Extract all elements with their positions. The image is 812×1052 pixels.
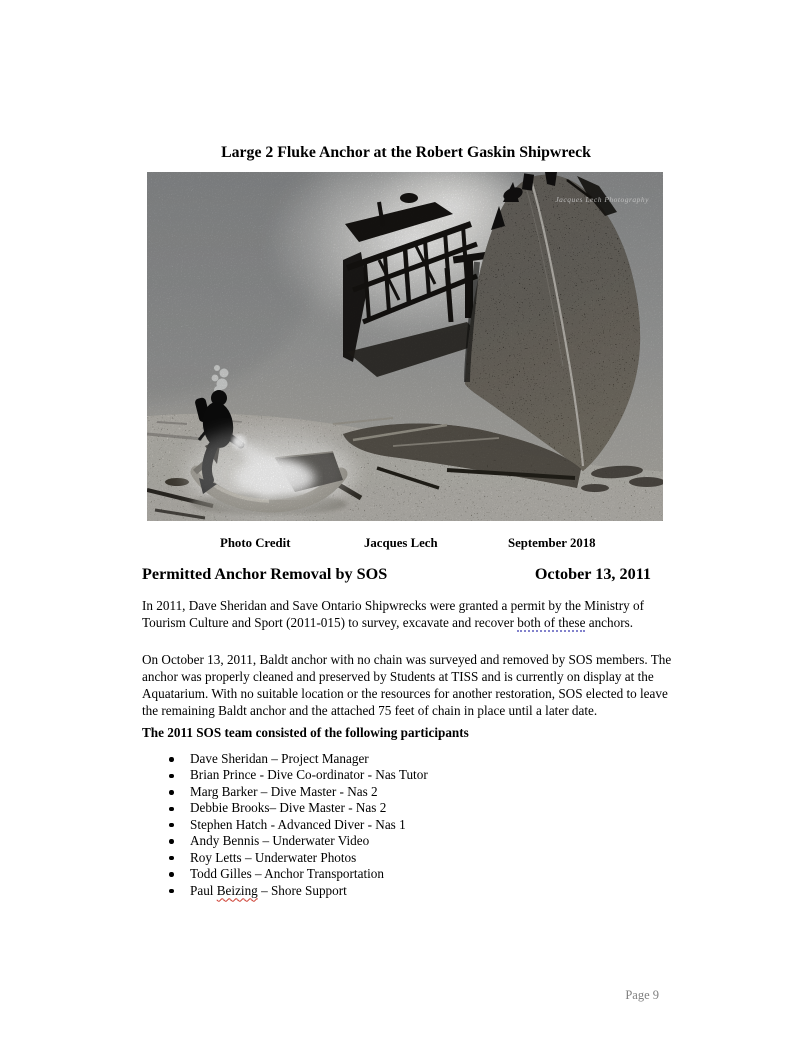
team-member-item: Debbie Brooks– Dive Master - Nas 2 — [142, 800, 673, 816]
team-heading: The 2011 SOS team consisted of the following participants — [142, 725, 469, 740]
paragraph-permit-text-end: anchors. — [585, 615, 634, 630]
page-number: Page 9 — [625, 988, 659, 1002]
team-member-item: Roy Letts – Underwater Photos — [142, 850, 673, 866]
shipwreck-photo — [147, 172, 663, 521]
team-member-item: Todd Gilles – Anchor Transportation — [142, 866, 673, 882]
team-member-item: Paul Beizing – Shore Support — [142, 883, 673, 899]
paragraph-permit — [142, 597, 673, 631]
section-date: October 13, 2011 — [534, 565, 651, 583]
section-heading: Permitted Anchor Removal by SOS — [142, 565, 388, 583]
team-member-item: Andy Bennis – Underwater Video — [142, 833, 673, 849]
team-member-item: Marg Barker – Dive Master - Nas 2 — [142, 784, 673, 800]
photo-credit-date: September 2018 — [508, 536, 596, 550]
grammar-flagged-phrase: both of these — [517, 615, 586, 630]
photo-watermark: Jacques Lech Photography — [555, 195, 649, 204]
team-member-item: Stephen Hatch - Advanced Diver - Nas 1 — [142, 817, 673, 833]
photo-credit-row — [142, 536, 670, 552]
section-heading-row — [142, 564, 651, 584]
team-member-item: Dave Sheridan – Project Manager — [142, 751, 673, 767]
shipwreck-photo-art — [147, 172, 663, 521]
paragraph-permit-text: In 2011, Dave Sheridan and Save Ontario Shipwrecks were granted a permit by the Ministry of Tourism Culture and Sport (2011-015) to survey, excavate and recover — [142, 598, 644, 630]
team-list — [142, 751, 673, 899]
paragraph-removal: On October 13, 2011, Baldt anchor with no chain was surveyed and removed by SOS members. The anchor was properly cleaned and preserved by Students at TISS and is currently on display at the Aquatarium. With no suitable location or the resources for another restoration, SOS elected to leave the remaining Baldt anchor and the attached 75 feet of chain in place until a later date. — [142, 652, 672, 718]
photo-credit-name: Jacques Lech — [364, 536, 438, 550]
photo-credit-label: Photo Credit — [220, 536, 291, 550]
misspelled-word: Beizing — [216, 882, 258, 898]
page-title: Large 2 Fluke Anchor at the Robert Gaskin Shipwreck — [221, 144, 591, 161]
team-member-item: Brian Prince - Dive Co-ordinator - Nas Tutor — [142, 767, 673, 783]
